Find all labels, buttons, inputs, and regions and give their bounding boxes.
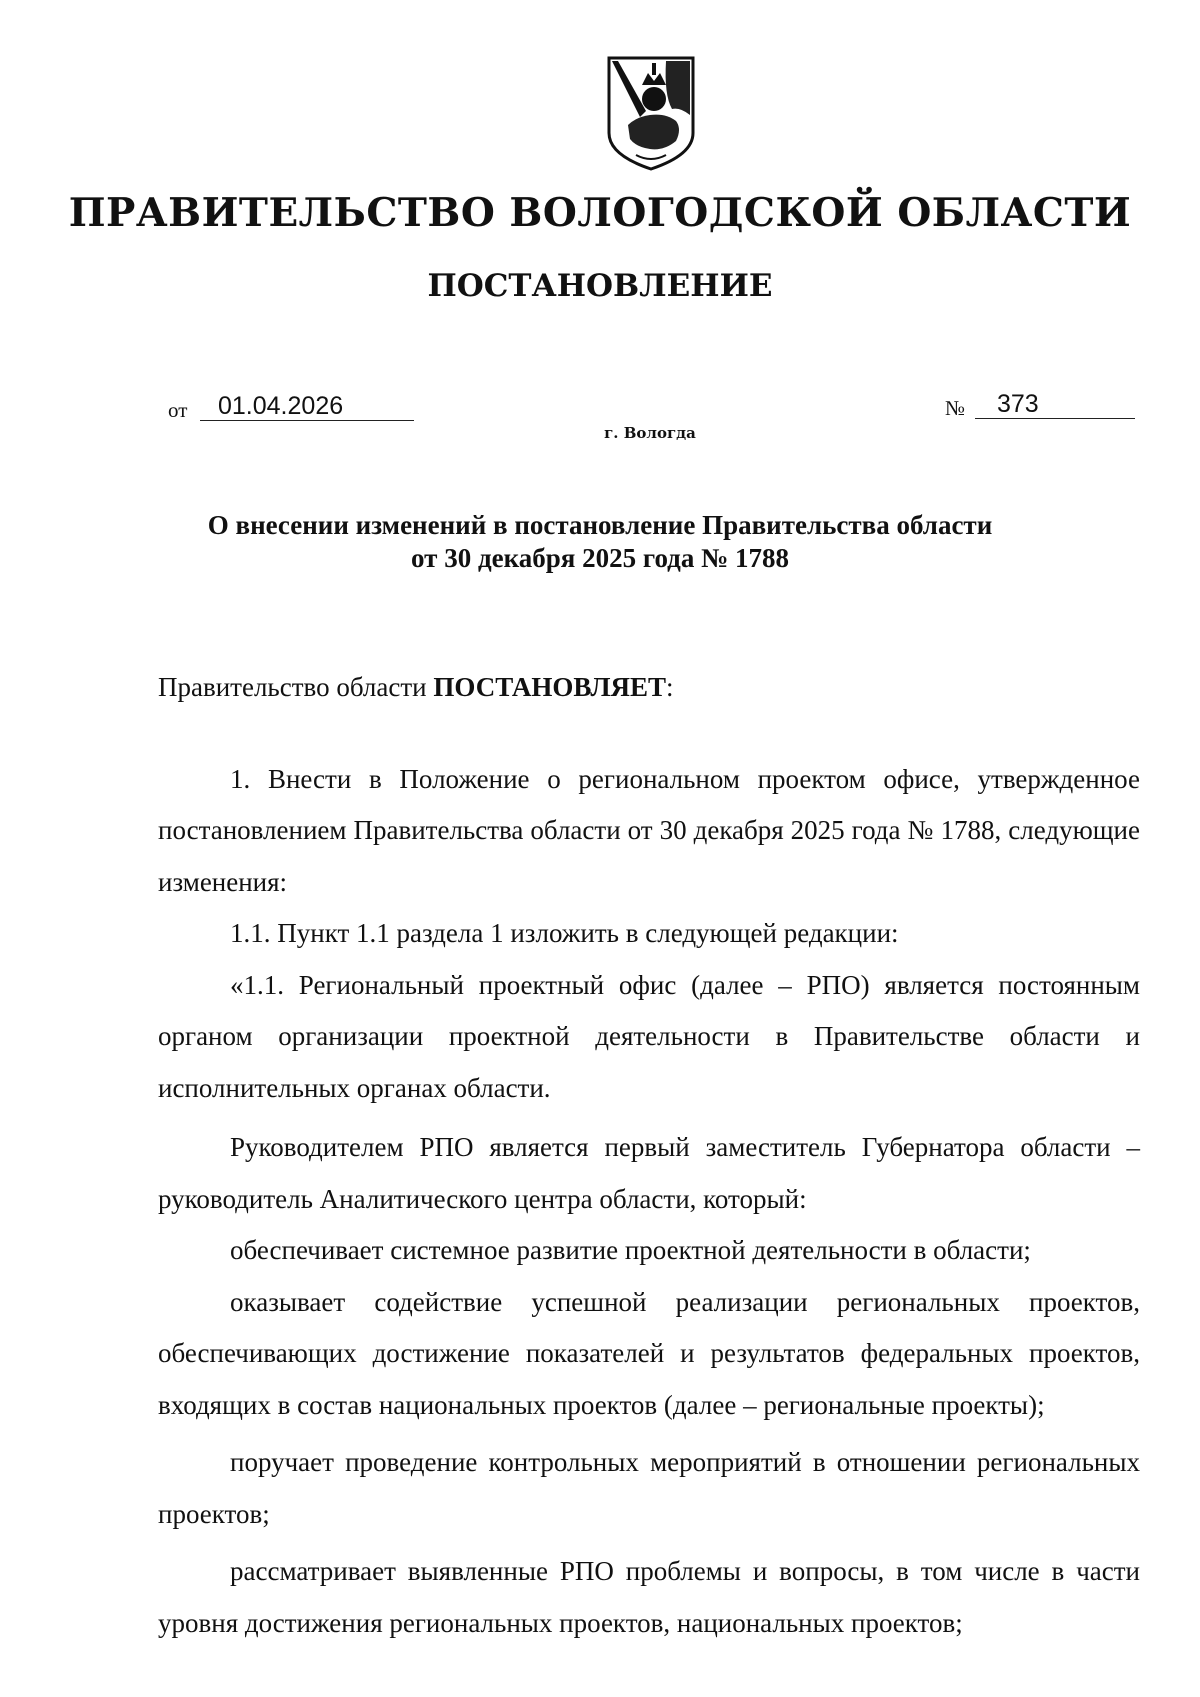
city-label: г. Вологда — [604, 424, 696, 442]
document-body — [158, 662, 1140, 1649]
paragraph-head: Руководителем РПО является первый заместитель Губернатора области – руководитель Аналитического центра области, который: — [158, 1132, 1140, 1214]
subject-line-1: О внесении изменений в постановление Правительства области — [207, 510, 993, 540]
paragraph-duty-4: рассматривает выявленные РПО проблемы и вопросы, в том числе в части уровня достижения региональных проектов, национальных проектов; — [158, 1556, 1140, 1638]
coat-of-arms-icon — [606, 55, 696, 172]
organization-title: ПРАВИТЕЛЬСТВО ВОЛОГОДСКОЙ ОБЛАСТИ — [68, 190, 1132, 236]
date-value: 01.04.2026 — [200, 392, 414, 421]
paragraph-duty-2: оказывает содействие успешной реализации региональных проектов, обеспечивающих достижение показателей и результатов федеральных проектов, входящих в состав национальных проектов (далее – региональные проекты); — [158, 1286, 1140, 1420]
number-value: 373 — [975, 390, 1135, 419]
subject-line-2: от 30 декабря 2025 года № 1788 — [411, 543, 789, 573]
number-label: № — [945, 396, 966, 420]
paragraph-1: 1. Внести в Положение о региональном проектом офисе, утвержденное постановлением Правительства области от 30 декабря 2025 года № 1788, следующие изменения: — [158, 763, 1140, 897]
paragraph-1-1: 1.1. Пункт 1.1 раздела 1 изложить в следующей редакции: — [230, 918, 899, 948]
document-subject — [0, 509, 1200, 575]
decree-word: ПОСТАНОВЛЯЕТ — [433, 672, 666, 702]
decree-suffix: : — [665, 672, 674, 702]
document-type: ПОСТАНОВЛЕНИЕ — [427, 268, 773, 304]
decree-statement — [158, 662, 1140, 714]
paragraph-duty-1: обеспечивает системное развитие проектной деятельности в области; — [230, 1235, 1031, 1265]
paragraph-quoted-1-1: «1.1. Региональный проектный офис (далее – РПО) является постоянным органом организации проектной деятельности в Правительстве области и исполнительных органах области. — [158, 969, 1140, 1103]
date-label: от — [168, 398, 188, 422]
paragraph-duty-3: поручает проведение контрольных мероприятий в отношении региональных проектов; — [158, 1447, 1140, 1529]
decree-prefix: Правительство области — [158, 672, 434, 702]
